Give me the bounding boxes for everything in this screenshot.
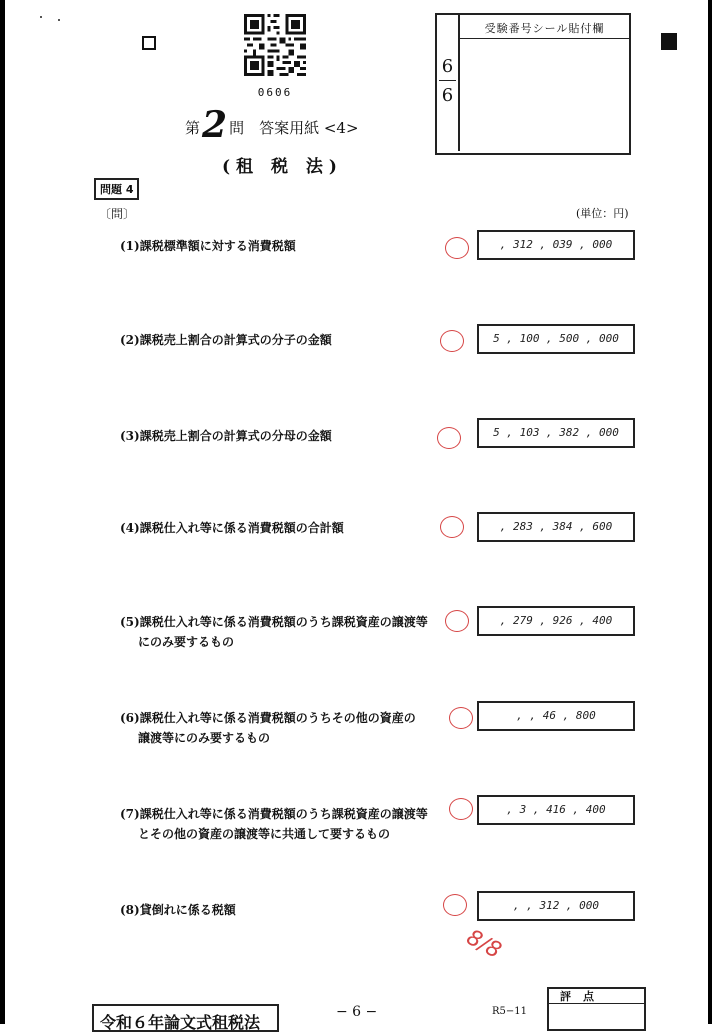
question-line: (2)課税売上割合の計算式の分子の金額 xyxy=(120,333,332,347)
correct-mark-icon xyxy=(449,707,473,729)
correct-mark-icon xyxy=(445,237,469,259)
correct-mark-icon xyxy=(440,516,464,538)
question-3-text xyxy=(120,426,332,446)
question-line: (1)課税標準額に対する消費税額 xyxy=(120,239,296,253)
question-line: (5)課税仕入れ等に係る消費税額のうち課税資産の譲渡等 xyxy=(120,615,428,629)
registration-mark-solid xyxy=(661,33,677,50)
correct-mark-icon xyxy=(440,330,464,352)
question-line: 譲渡等にのみ要するもの xyxy=(138,731,271,745)
exam-title: 令和６年論文式租税法 xyxy=(100,1013,261,1032)
question-line: (8)貸倒れに係る税額 xyxy=(120,903,236,917)
question-8-text xyxy=(120,900,236,920)
scan-dot xyxy=(58,19,60,21)
answer-field-3[interactable]: 5 , 103 , 382 , 000 xyxy=(477,418,635,448)
correct-mark-icon xyxy=(443,894,467,916)
score-annotation: 8/8 xyxy=(462,925,506,964)
correct-mark-icon xyxy=(437,427,461,449)
answer-field-4[interactable]: , 283 , 384 , 600 xyxy=(477,512,635,542)
question-2-text xyxy=(120,330,332,350)
question-1-text xyxy=(120,236,296,256)
question-heading: 〔問〕 xyxy=(99,207,136,221)
question-line: (4)課税仕入れ等に係る消費税額の合計額 xyxy=(120,521,344,535)
question-6-text xyxy=(120,708,416,748)
section-label: 問題 4 xyxy=(94,178,139,200)
qr-number: 0606 xyxy=(257,86,293,99)
scan-dot xyxy=(40,16,42,18)
question-4-text xyxy=(120,518,344,538)
form-code: R5−11 xyxy=(492,1006,527,1017)
question-line: (7)課税仕入れ等に係る消費税額のうち課税資産の譲渡等 xyxy=(120,807,428,821)
question-line: (6)課税仕入れ等に係る消費税額のうちその他の資産の xyxy=(120,711,416,725)
scan-edge-right xyxy=(708,0,712,1024)
answer-field-2[interactable]: 5 , 100 , 500 , 000 xyxy=(477,324,635,354)
sticker-box-label: 受験番号シール貼付欄 xyxy=(484,22,605,35)
scan-edge-left xyxy=(0,0,5,1024)
question-7-text xyxy=(120,804,428,844)
title-number: 2 xyxy=(202,104,228,146)
page-title xyxy=(185,104,359,146)
page-number: − 6 − xyxy=(336,1004,378,1020)
sticker-box-header-line xyxy=(458,38,629,39)
unit-label: (単位：円) xyxy=(576,207,629,220)
registration-mark-hollow xyxy=(142,36,156,50)
sticker-box-divider xyxy=(458,13,460,151)
page-subtitle: (租 税 法) xyxy=(222,157,343,177)
answer-field-1[interactable]: , 312 , 039 , 000 xyxy=(477,230,635,260)
page-fraction-line xyxy=(439,80,456,81)
answer-field-6[interactable]: , , 46 , 800 xyxy=(477,701,635,731)
answer-field-7[interactable]: , 3 , 416 , 400 xyxy=(477,795,635,825)
question-line: にのみ要するもの xyxy=(138,635,235,649)
correct-mark-icon xyxy=(445,610,469,632)
title-post: 問 答案用紙 <4> xyxy=(229,119,359,137)
answer-field-8[interactable]: , , 312 , 000 xyxy=(477,891,635,921)
page-fraction-denominator: 6 xyxy=(441,85,454,106)
correct-mark-icon xyxy=(449,798,473,820)
page-fraction-numerator: 6 xyxy=(441,56,454,77)
answer-field-5[interactable]: , 279 , 926 , 400 xyxy=(477,606,635,636)
title-pre: 第 xyxy=(185,119,201,137)
question-line: (3)課税売上割合の計算式の分母の金額 xyxy=(120,429,332,443)
qr-code-icon xyxy=(244,14,306,76)
question-5-text xyxy=(120,612,428,652)
score-box-label: 評点 xyxy=(560,990,606,1003)
question-line: とその他の資産の譲渡等に共通して要するもの xyxy=(138,827,391,841)
